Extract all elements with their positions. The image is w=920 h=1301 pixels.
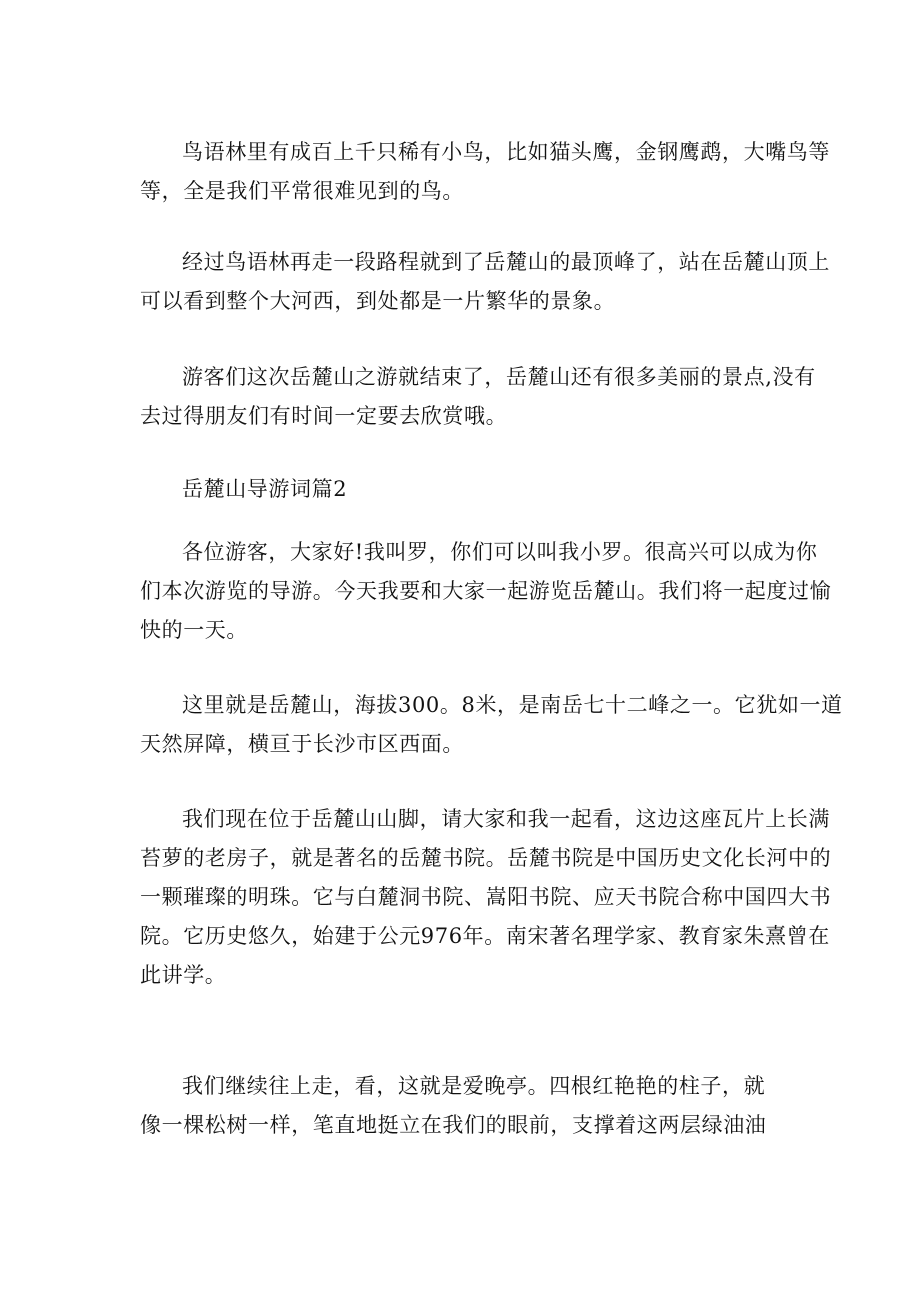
text-line: 像一棵松树一样，笔直地挺立在我们的眼前，支撑着这两层绿油油: [140, 1113, 767, 1137]
text-line: 去过得朋友们有时间一定要去欣赏哦。: [140, 404, 508, 428]
text-line: 此讲学。: [140, 963, 227, 987]
paragraph-aiwan-pavilion: [140, 1067, 780, 1145]
text-line: 这里就是岳麓山，海拔300。8米，是南岳七十二峰之一。它犹如一道: [182, 693, 843, 717]
section-heading: 岳麓山导游词篇2: [182, 477, 348, 501]
text-line: 一颗璀璨的明珠。它与白麓洞书院、嵩阳书院、应天书院合称中国四大书: [140, 885, 832, 909]
text-line: 苔萝的老房子，就是著名的岳麓书院。岳麓书院是中国历史文化长河中的: [140, 846, 832, 870]
paragraph-mountain-intro: [140, 686, 843, 764]
text-line: 快的一天。: [140, 618, 248, 642]
text-line: 各位游客，大家好!我叫罗，你们可以叫我小罗。很高兴可以成为你: [182, 540, 818, 564]
paragraph-summit: [140, 243, 830, 321]
paragraph-greeting: [140, 533, 832, 650]
text-line: 我们继续往上走，看，这就是爱晚亭。四根红艳艳的柱子，就: [182, 1074, 766, 1098]
text-line: 院。它历史悠久，始建于公元976年。南宋著名理学家、教育家朱熹曾在: [140, 924, 830, 948]
text-line: 等，全是我们平常很难见到的鸟。: [140, 179, 464, 203]
text-line: 鸟语林里有成百上千只稀有小鸟，比如猫头鹰，金钢鹰鹉，大嘴鸟等: [182, 140, 830, 164]
text-line: 经过鸟语林再走一段路程就到了岳麓山的最顶峰了，站在岳麓山顶上: [182, 250, 830, 274]
text-line: 天然屏障，横亘于长沙市区西面。: [140, 732, 464, 756]
text-line: 可以看到整个大河西，到处都是一片繁华的景象。: [140, 289, 616, 313]
paragraph-tour-end: [140, 358, 816, 436]
paragraph-bird-forest: [140, 133, 830, 211]
text-line: 游客们这次岳麓山之游就结束了，岳麓山还有很多美丽的景点,没有: [182, 365, 816, 389]
text-line: 我们现在位于岳麓山山脚，请大家和我一起看，这边这座瓦片上长满: [182, 807, 830, 831]
paragraph-academy: [140, 800, 832, 995]
text-line: 们本次游览的导游。今天我要和大家一起游览岳麓山。我们将一起度过愉: [140, 579, 832, 603]
